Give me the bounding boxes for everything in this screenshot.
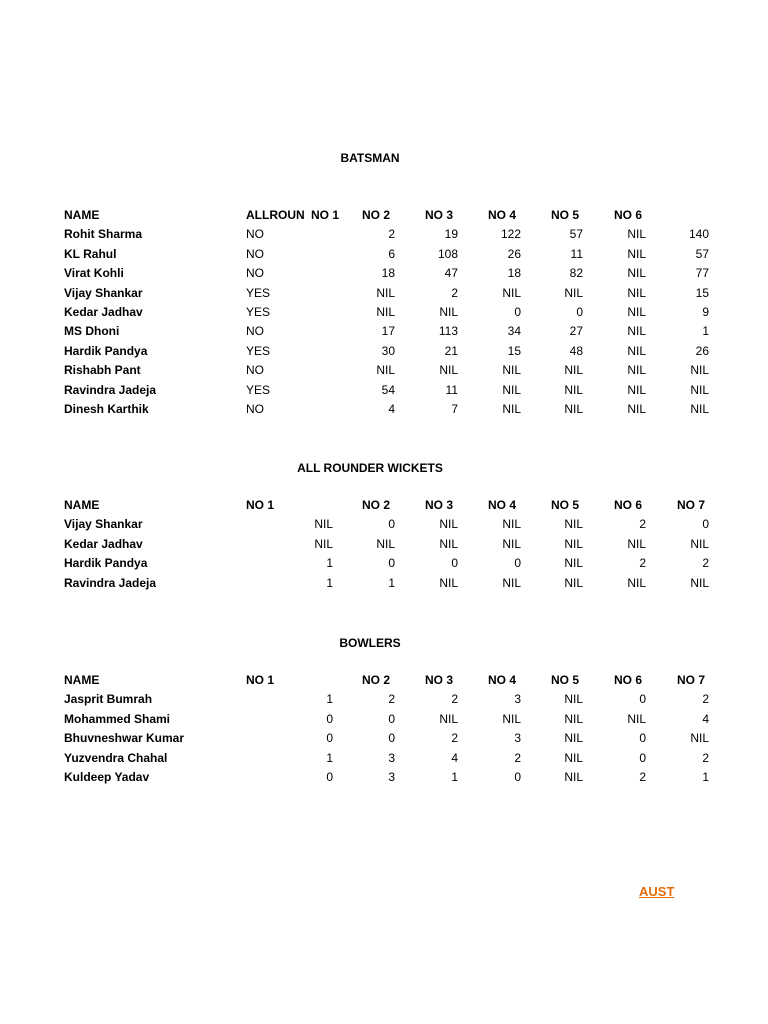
table-cell: 0 [388,731,395,746]
column-header: NO 5 [551,208,580,222]
table-cell: 19 [444,227,458,242]
table-cell: NIL [564,517,583,532]
table-cell: 3 [514,692,521,707]
column-header: NO 6 [614,208,643,222]
player-name: Mohammed Shami [64,711,171,726]
column-header: NO 2 [362,673,391,687]
table-cell: NIL [502,382,521,397]
table-cell: 4 [388,401,395,416]
player-name: MS Dhoni [64,324,120,339]
table-cell: NIL [627,227,646,242]
table-cell: 2 [451,285,458,300]
table-cell: NIL [439,517,458,532]
column-header: ALLROUN [246,208,305,222]
column-header: NO 3 [425,208,454,222]
allrounder-title: ALL ROUNDER WICKETS [297,461,443,475]
table-cell: NIL [564,536,583,551]
table-cell: 54 [381,382,395,397]
table-cell: 2 [702,750,709,765]
table-cell: 3 [514,731,521,746]
table-cell: NIL [564,285,583,300]
column-header: NO 5 [551,498,580,512]
column-header: NO 7 [677,498,706,512]
column-header: NO 4 [488,673,517,687]
table-cell: 0 [388,711,395,726]
column-header: NO 1 [246,498,275,512]
table-cell: NIL [502,711,521,726]
table-cell: NIL [627,711,646,726]
table-cell: 2 [702,692,709,707]
table-cell: 0 [514,556,521,571]
table-cell: NIL [627,304,646,319]
table-cell: 108 [437,246,458,261]
table-cell: NIL [564,731,583,746]
table-cell: 2 [388,692,395,707]
table-cell: NIL [376,285,395,300]
table-cell: 47 [444,266,458,281]
table-cell: 1 [451,769,458,784]
table-cell: 0 [639,731,646,746]
table-cell: NIL [690,363,709,378]
table-cell: NIL [627,343,646,358]
player-name: Virat Kohli [64,266,124,281]
table-cell: 1 [702,769,709,784]
table-cell: 0 [451,556,458,571]
table-cell: 1 [326,692,333,707]
table-cell: 2 [514,750,521,765]
aust-link[interactable]: AUST [639,884,675,899]
player-name: Kuldeep Yadav [64,769,150,784]
player-name: Hardik Pandya [64,556,148,571]
table-cell: 2 [451,692,458,707]
table-cell: 11 [445,382,458,397]
table-cell: NIL [690,401,709,416]
table-cell: 2 [702,556,709,571]
table-cell: 77 [695,266,709,281]
column-header: NO 3 [425,673,454,687]
table-cell: 7 [451,401,458,416]
table-cell: 0 [326,769,333,784]
column-header: NO 6 [614,498,643,512]
table-cell: NIL [564,711,583,726]
table-cell: NO [246,227,264,242]
player-name: Hardik Pandya [64,343,148,358]
table-cell: NO [246,246,264,261]
column-header: NO 4 [488,208,517,222]
table-cell: 0 [388,556,395,571]
table-cell: 0 [576,304,583,319]
table-cell: 113 [438,324,458,339]
table-cell: 30 [381,343,395,358]
bowlers-title: BOWLERS [339,636,401,650]
table-cell: 1 [702,324,709,339]
table-cell: NIL [564,401,583,416]
table-cell: 21 [444,343,458,358]
table-cell: 6 [388,246,395,261]
player-name: Ravindra Jadeja [64,575,157,590]
column-header: NAME [64,208,100,222]
table-cell: YES [246,343,271,358]
table-cell: 140 [688,227,709,242]
table-cell: 15 [695,285,709,300]
table-cell: 15 [507,343,521,358]
table-cell: NIL [627,401,646,416]
column-header: NO 1 [246,673,275,687]
table-cell: 0 [514,769,521,784]
table-cell: 0 [326,731,333,746]
table-cell: 0 [639,750,646,765]
table-cell: NIL [376,304,395,319]
batsman-title: BATSMAN [340,151,400,165]
player-name: Bhuvneshwar Kumar [64,731,185,746]
table-cell: NIL [564,575,583,590]
table-cell: 9 [702,304,709,319]
table-cell: NO [246,324,264,339]
column-header: NAME [64,673,100,687]
table-cell: 18 [507,266,521,281]
table-cell: NIL [564,556,583,571]
column-header: NO 1 [311,208,340,222]
table-cell: 4 [702,711,709,726]
table-cell: NIL [439,575,458,590]
table-cell: NIL [439,304,458,319]
table-cell: 17 [381,324,395,339]
player-name: Vijay Shankar [64,517,143,532]
table-cell: 2 [639,517,646,532]
table-cell: NIL [314,517,333,532]
table-cell: 2 [639,769,646,784]
player-name: Jasprit Bumrah [64,692,153,707]
table-cell: 2 [388,227,395,242]
table-cell: NIL [627,324,646,339]
table-cell: 0 [388,517,395,532]
table-cell: NIL [564,692,583,707]
column-header: NO 3 [425,498,454,512]
table-cell: 57 [695,246,709,261]
table-cell: NIL [690,536,709,551]
table-cell: NIL [439,536,458,551]
table-cell: NIL [502,575,521,590]
table-cell: NIL [564,363,583,378]
table-cell: 0 [639,692,646,707]
table-cell: 2 [639,556,646,571]
table-cell: NIL [627,536,646,551]
table-cell: NIL [439,711,458,726]
table-cell: 1 [326,575,333,590]
player-name: Kedar Jadhav [64,536,143,551]
table-cell: NO [246,363,264,378]
table-cell: 11 [570,246,583,261]
table-cell: NIL [690,575,709,590]
table-cell: NIL [564,382,583,397]
player-name: Yuzvendra Chahal [64,750,168,765]
table-cell: 57 [569,227,583,242]
player-name: Kedar Jadhav [64,304,143,319]
table-cell: 2 [451,731,458,746]
table-cell: 48 [569,343,583,358]
column-header: NO 7 [677,673,706,687]
column-header: NO 5 [551,673,580,687]
player-name: Rishabh Pant [64,363,141,378]
table-cell: NIL [627,575,646,590]
table-cell: 26 [695,343,709,358]
table-cell: 26 [507,246,521,261]
table-cell: 0 [514,304,521,319]
table-cell: NIL [314,536,333,551]
table-cell: 3 [388,769,395,784]
column-header: NO 2 [362,208,391,222]
table-cell: NIL [690,731,709,746]
table-cell: 18 [381,266,395,281]
player-name: KL Rahul [64,246,117,261]
column-header: NO 6 [614,673,643,687]
table-cell: 1 [326,556,333,571]
table-cell: NIL [564,750,583,765]
column-header: NAME [64,498,100,512]
table-cell: NO [246,266,264,281]
table-cell: 122 [500,227,521,242]
table-cell: YES [246,304,271,319]
player-name: Dinesh Karthik [64,401,149,416]
table-cell: NIL [502,401,521,416]
table-cell: NO [246,401,264,416]
table-cell: NIL [627,266,646,281]
table-cell: NIL [564,769,583,784]
table-cell: 1 [326,750,333,765]
column-header: NO 4 [488,498,517,512]
player-name: Vijay Shankar [64,285,143,300]
table-cell: 0 [326,711,333,726]
table-cell: NIL [502,285,521,300]
table-cell: 4 [451,750,458,765]
table-cell: 0 [702,517,709,532]
table-cell: 27 [569,324,583,339]
table-cell: 82 [569,266,583,281]
table-cell: NIL [627,382,646,397]
table-cell: NIL [627,285,646,300]
table-cell: 3 [388,750,395,765]
table-cell: NIL [502,363,521,378]
table-cell: NIL [439,363,458,378]
table-cell: NIL [502,517,521,532]
table-cell: YES [246,285,271,300]
table-cell: YES [246,382,271,397]
player-name: Ravindra Jadeja [64,382,157,397]
table-cell: NIL [376,363,395,378]
table-cell: NIL [627,363,646,378]
table-cell: NIL [627,246,646,261]
table-cell: 34 [507,324,521,339]
table-cell: NIL [502,536,521,551]
table-cell: 1 [388,575,395,590]
player-name: Rohit Sharma [64,227,143,242]
table-cell: NIL [376,536,395,551]
table-cell: NIL [690,382,709,397]
column-header: NO 2 [362,498,391,512]
